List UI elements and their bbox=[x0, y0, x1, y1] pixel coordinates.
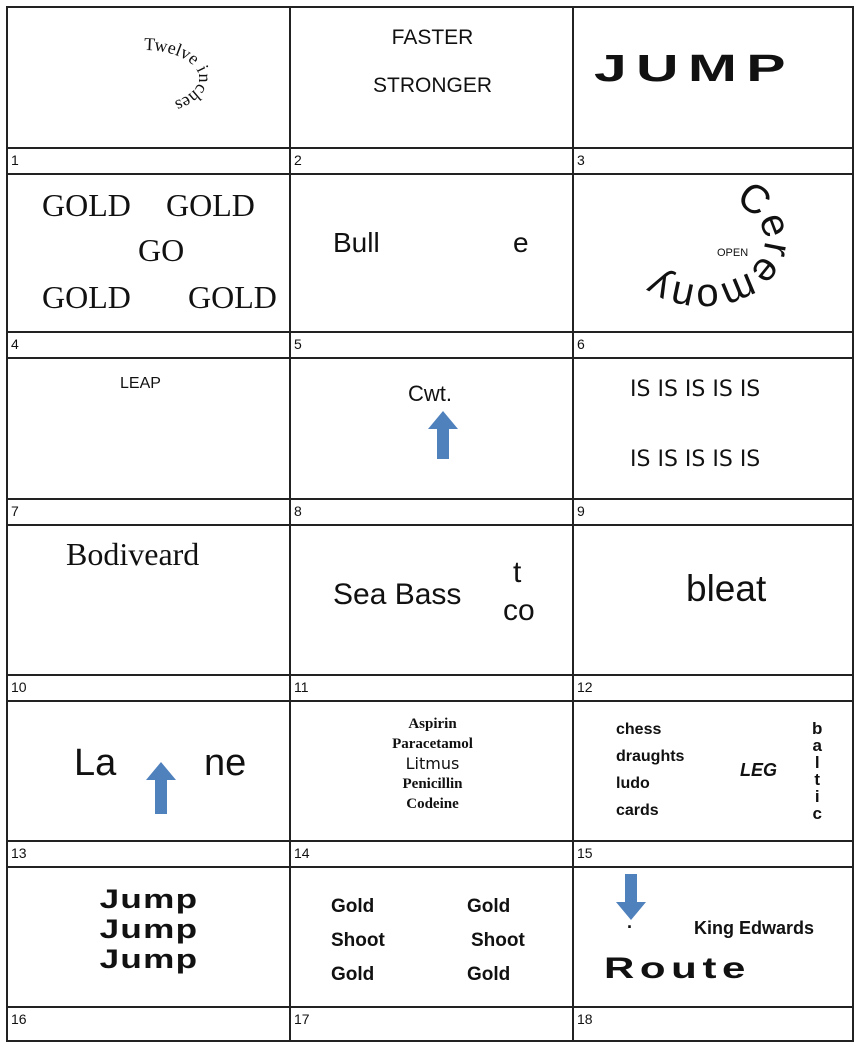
word-jump-wide: JUMP bbox=[594, 48, 795, 90]
word-king-edwards: King Edwards bbox=[694, 918, 815, 938]
puzzle-cell-17 bbox=[291, 868, 574, 1008]
letter-t: t bbox=[513, 556, 522, 589]
up-arrow-icon bbox=[428, 411, 458, 459]
puzzle-number: 12 bbox=[574, 676, 852, 702]
puzzle-number: 18 bbox=[577, 1011, 593, 1027]
list-item: draughts bbox=[616, 748, 685, 765]
puzzle-cell-7 bbox=[8, 359, 291, 500]
word-is: IS bbox=[630, 377, 651, 402]
word-is: IS bbox=[657, 377, 678, 402]
puzzle-cell-18 bbox=[574, 868, 852, 1008]
word-is: IS bbox=[630, 447, 651, 472]
word-is: IS bbox=[684, 447, 706, 472]
puzzle-cell-12 bbox=[574, 526, 852, 676]
word-gold: GOLD bbox=[42, 187, 131, 223]
jump-stack bbox=[8, 884, 291, 974]
word-gold: Gold bbox=[331, 964, 375, 985]
puzzle-number: 1 bbox=[8, 149, 291, 175]
list-item: chess bbox=[616, 721, 662, 738]
letter: c bbox=[812, 804, 822, 823]
word-is: IS bbox=[739, 377, 761, 402]
puzzle-cell-1 bbox=[8, 8, 291, 149]
puzzle-number: 9 bbox=[574, 500, 852, 526]
word-is: IS bbox=[739, 447, 761, 472]
up-arrow-icon bbox=[146, 762, 176, 814]
word-shoot: Shoot bbox=[471, 930, 525, 951]
list-item: cards bbox=[616, 802, 659, 819]
puzzle-cell-2 bbox=[291, 8, 574, 149]
is-row-1 bbox=[630, 377, 760, 402]
puzzle-number: 13 bbox=[8, 842, 291, 868]
word-gold: GOLD bbox=[166, 187, 255, 223]
letters-co: co bbox=[503, 594, 535, 627]
list-item: Aspirin bbox=[408, 716, 457, 732]
word-jump: Jump bbox=[100, 944, 199, 974]
curved-text-circle bbox=[8, 8, 291, 149]
game-list bbox=[616, 716, 684, 824]
puzzle-cell-14 bbox=[291, 702, 574, 842]
word-cwt: Cwt. bbox=[408, 381, 452, 406]
puzzle-number: 2 bbox=[291, 149, 574, 175]
puzzle-number: 10 bbox=[8, 676, 291, 702]
word-bull: Bull bbox=[333, 227, 380, 258]
curved-text: Twelve inches bbox=[143, 33, 215, 117]
puzzle-cell-10 bbox=[8, 526, 291, 676]
word-jump: Jump bbox=[100, 884, 199, 914]
letter: b bbox=[812, 719, 823, 738]
puzzle-number: 6 bbox=[574, 333, 852, 359]
word-ne: ne bbox=[204, 742, 247, 784]
list-item: Codeine bbox=[406, 796, 459, 812]
word-shoot: Shoot bbox=[331, 930, 385, 951]
drug-list bbox=[291, 714, 574, 814]
word-is: IS bbox=[657, 447, 678, 472]
word-la: La bbox=[74, 742, 117, 784]
vertical-word-baltic bbox=[812, 720, 822, 822]
word-bleat: bleat bbox=[686, 568, 767, 609]
word-open: OPEN bbox=[717, 247, 749, 259]
word-gold: GOLD bbox=[42, 279, 131, 315]
puzzle-cell-16 bbox=[8, 868, 291, 1008]
letter-e: e bbox=[513, 227, 529, 258]
is-row-2 bbox=[630, 447, 760, 472]
puzzle-number: 15 bbox=[574, 842, 852, 868]
rebus-grid bbox=[6, 6, 854, 1042]
word-is: IS bbox=[712, 447, 733, 472]
puzzle-number: 7 bbox=[8, 500, 291, 526]
puzzle-cell-3 bbox=[574, 8, 852, 149]
curved-text: Ceremony bbox=[639, 175, 800, 321]
puzzle-cell-9 bbox=[574, 359, 852, 500]
svg-text:Ceremony bbox=[639, 175, 799, 320]
puzzle-cell-8 bbox=[291, 359, 574, 500]
word-gold: Gold bbox=[331, 896, 375, 917]
list-item: Paracetamol bbox=[392, 736, 473, 752]
list-item: ludo bbox=[616, 775, 650, 792]
letter: i bbox=[814, 787, 820, 806]
word-gold: Gold bbox=[467, 964, 511, 985]
word-leg: LEG bbox=[740, 760, 778, 780]
word-is: IS bbox=[712, 377, 733, 402]
list-item: Penicillin bbox=[402, 776, 463, 792]
puzzle-number: 5 bbox=[291, 333, 574, 359]
puzzle-number: 4 bbox=[8, 333, 291, 359]
puzzle-cell-4 bbox=[8, 175, 291, 333]
word-is: IS bbox=[684, 377, 706, 402]
puzzle-cell-5 bbox=[291, 175, 574, 333]
word-gold: Gold bbox=[467, 896, 511, 917]
puzzle-cell-15 bbox=[574, 702, 852, 842]
letter: t bbox=[814, 770, 821, 789]
svg-text:Twelve inches bbox=[144, 34, 215, 117]
word-jump: Jump bbox=[100, 914, 199, 944]
puzzle-number: 3 bbox=[574, 149, 852, 175]
dot: . bbox=[627, 912, 633, 932]
word-faster: FASTER bbox=[391, 26, 474, 49]
word-go: GO bbox=[138, 232, 185, 268]
puzzle-number: 14 bbox=[291, 842, 574, 868]
puzzle-number: 16 bbox=[8, 1008, 291, 1040]
word-bodiveard: Bodiveard bbox=[66, 536, 200, 572]
word-sea-bass: Sea Bass bbox=[333, 578, 462, 611]
puzzle-number: 17 bbox=[291, 1008, 574, 1040]
letter: a bbox=[812, 736, 822, 755]
puzzle-cell-13 bbox=[8, 702, 291, 842]
curved-text-ceremony bbox=[574, 175, 852, 333]
word-route: Route bbox=[604, 952, 751, 985]
word-leap: LEAP bbox=[120, 375, 161, 392]
letter: l bbox=[814, 753, 820, 772]
puzzle-cell-6 bbox=[574, 175, 852, 333]
puzzle-number: 8 bbox=[291, 500, 574, 526]
word-stronger: STRONGER bbox=[372, 74, 492, 97]
word-gold: GOLD bbox=[188, 279, 277, 315]
puzzle-number: 11 bbox=[291, 676, 574, 702]
list-item: Litmus bbox=[405, 754, 460, 773]
puzzle-cell-11 bbox=[291, 526, 574, 676]
